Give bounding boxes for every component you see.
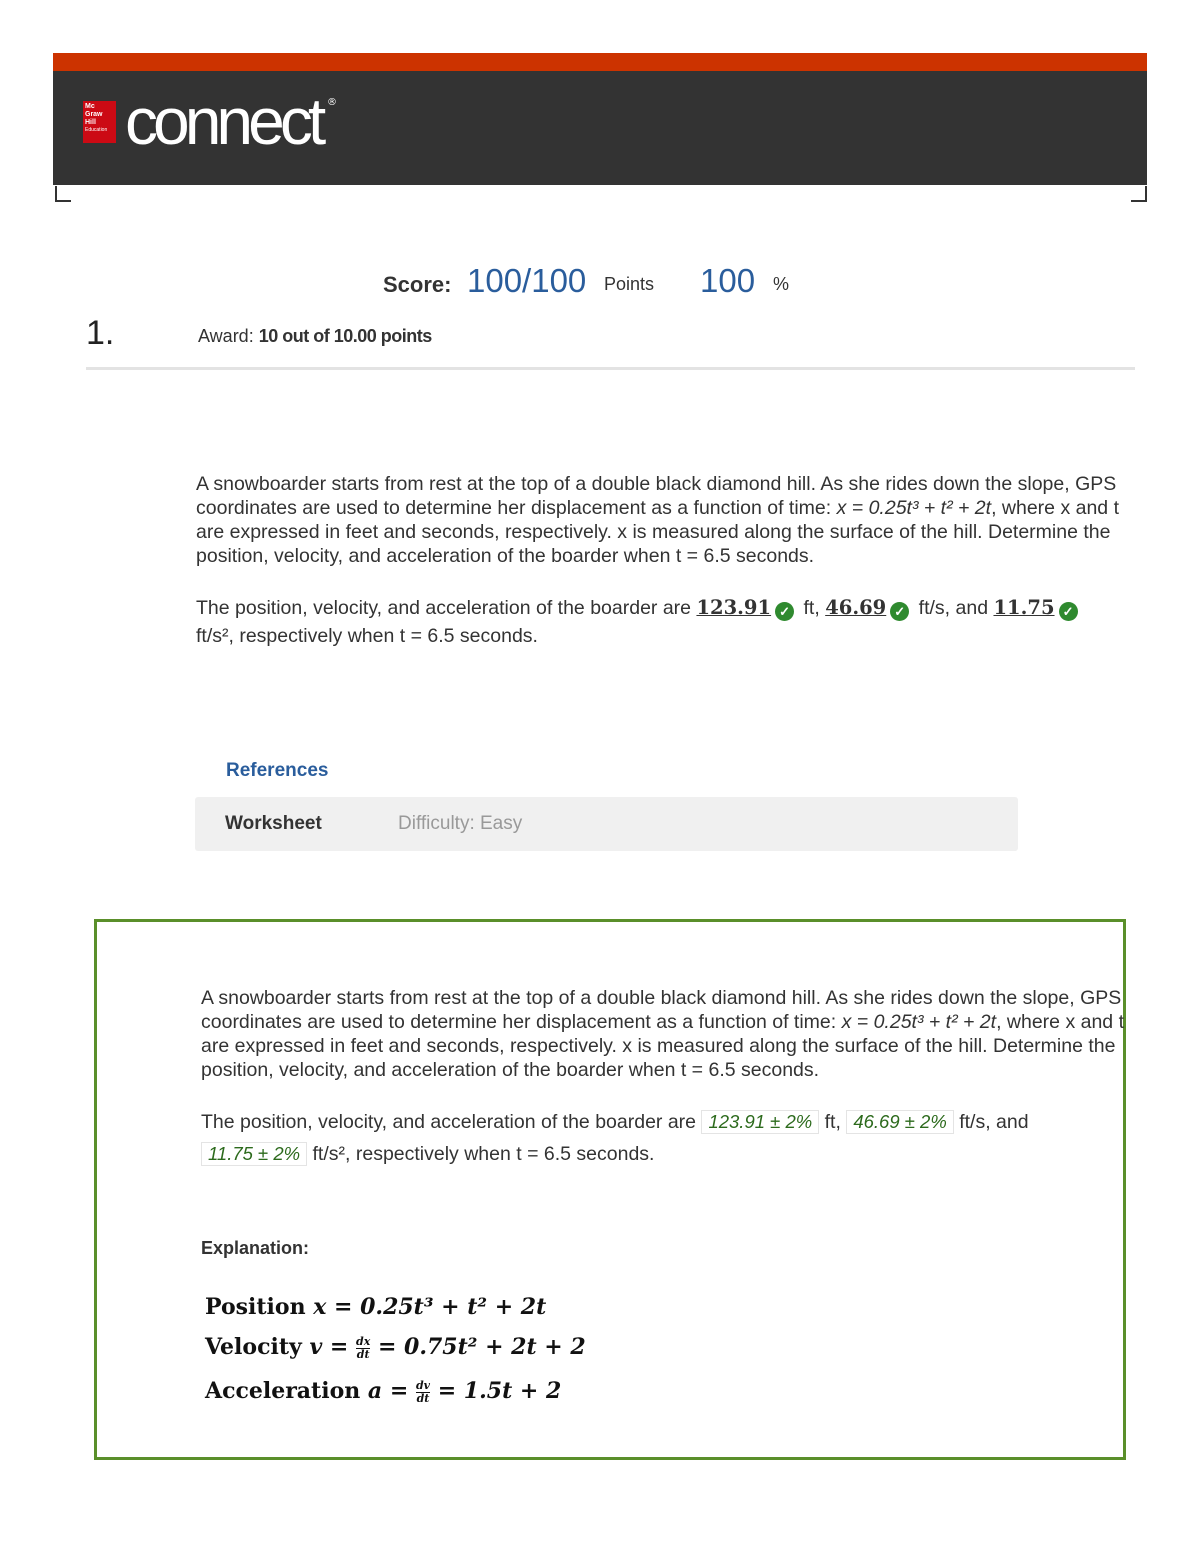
app-header (53, 53, 1147, 185)
equation-position (205, 1294, 546, 1320)
equation-label: Velocity (205, 1334, 302, 1360)
unit: ft, (824, 1111, 841, 1133)
unit: ft, (803, 597, 820, 619)
fraction-numerator: dv (415, 1378, 431, 1392)
question-text-part: , where x and t are expressed in feet and seconds, respectively. x is measured along the surface of the hill. Determine the position, velocity, and acceleration of the boarder when t = 6.5 seconds. (196, 497, 1119, 567)
award-value: 10 out of 10.00 points (258, 326, 432, 346)
score-value: 100/100 (467, 262, 587, 299)
explanation-label: Explanation: (201, 1238, 310, 1258)
score-percent: 100 (700, 262, 756, 299)
header-accent-bar (53, 53, 1147, 71)
fraction-numerator: dx (356, 1334, 371, 1348)
answer-velocity: 46.69 (825, 596, 887, 619)
equation-lhs: v = (309, 1334, 349, 1360)
question-answer-line (196, 594, 1136, 650)
header-corner-right (1131, 186, 1147, 202)
equation-rhs: = 0.75t² + 2t + 2 (377, 1334, 586, 1360)
answer-intro: The position, velocity, and acceleration of the boarder are (201, 1111, 697, 1133)
solution-text-part: A snowboarder starts from rest at the top of a double black diamond hill. As she rides down the slope, GPS coordinates are used to determine her displacement as a function of time: (201, 987, 1122, 1033)
logo-line: Graw (85, 111, 103, 118)
equation-body: x = 0.25t³ + t² + 2t (313, 1294, 547, 1320)
unit: ft/s² (196, 625, 229, 647)
mcgraw-hill-logo (83, 101, 116, 143)
solution-equation: x = 0.25t³ + t² + 2t (841, 1011, 997, 1033)
solution-box (94, 919, 1126, 1460)
question-text (196, 472, 1136, 568)
check-circle-icon: ✓ (1059, 602, 1078, 621)
equation-rhs: = 1.5t + 2 (437, 1378, 562, 1404)
unit: ft/s, and (918, 597, 989, 619)
equation-acceleration (205, 1378, 561, 1405)
check-circle-icon: ✓ (890, 602, 909, 621)
connect-brand: connect (125, 84, 322, 158)
equation-velocity (205, 1334, 586, 1361)
answer-field-velocity: 46.69 ± 2% (846, 1110, 953, 1134)
answer-outro: , respectively when t = 6.5 seconds. (345, 1143, 655, 1165)
answer-acceleration: 11.75 (993, 596, 1055, 619)
logo-line: Hill (85, 119, 96, 126)
award-line (198, 326, 432, 347)
divider (86, 367, 1135, 370)
unit: ft/s² (312, 1143, 346, 1165)
derivative-fraction (416, 1380, 430, 1405)
references-link[interactable]: References (226, 760, 329, 781)
fraction-denominator: dt (356, 1347, 370, 1361)
question-text-part: A snowboarder starts from rest at the top of a double black diamond hill. As she rides down the slope, GPS coordinates are used to determine her displacement as a function of time: (196, 473, 1117, 519)
solution-text-part: , where x and t are expressed in feet and seconds, respectively. x is measured along the surface of the hill. Determine the position, velocity, and acceleration of the boarder when t = 6.5 seconds. (201, 1011, 1124, 1081)
question-number: 1. (86, 314, 115, 352)
question-equation: x = 0.25t³ + t² + 2t (836, 497, 992, 519)
score-percent-sign: % (773, 274, 790, 294)
unit: ft/s, and (959, 1111, 1029, 1133)
answer-intro: The position, velocity, and acceleration of the boarder are (196, 597, 692, 619)
logo-line: Mc (85, 103, 95, 110)
check-circle-icon: ✓ (775, 602, 794, 621)
answer-field-acceleration: 11.75 ± 2% (201, 1142, 307, 1166)
score-points-label: Points (604, 274, 655, 294)
references-panel (195, 797, 1018, 851)
score-label: Score: (383, 272, 452, 297)
award-label: Award: (198, 326, 254, 346)
solution-text (201, 986, 1126, 1082)
answer-field-position: 123.91 ± 2% (701, 1110, 819, 1134)
logo-line: Education (85, 127, 108, 133)
solution-answer-line (201, 1106, 1126, 1170)
equation-lhs: a = (367, 1378, 409, 1404)
registered-mark: ® (327, 97, 337, 108)
difficulty-label: Difficulty: Easy (398, 813, 523, 834)
fraction-denominator: dt (416, 1391, 430, 1405)
equation-label: Position (205, 1294, 306, 1320)
header-corner-left (55, 186, 71, 202)
equation-label: Acceleration (205, 1378, 361, 1404)
worksheet-label: Worksheet (225, 813, 322, 834)
answer-outro: , respectively when t = 6.5 seconds. (228, 625, 538, 647)
derivative-fraction (356, 1336, 370, 1361)
answer-position: 123.91 (696, 596, 772, 619)
